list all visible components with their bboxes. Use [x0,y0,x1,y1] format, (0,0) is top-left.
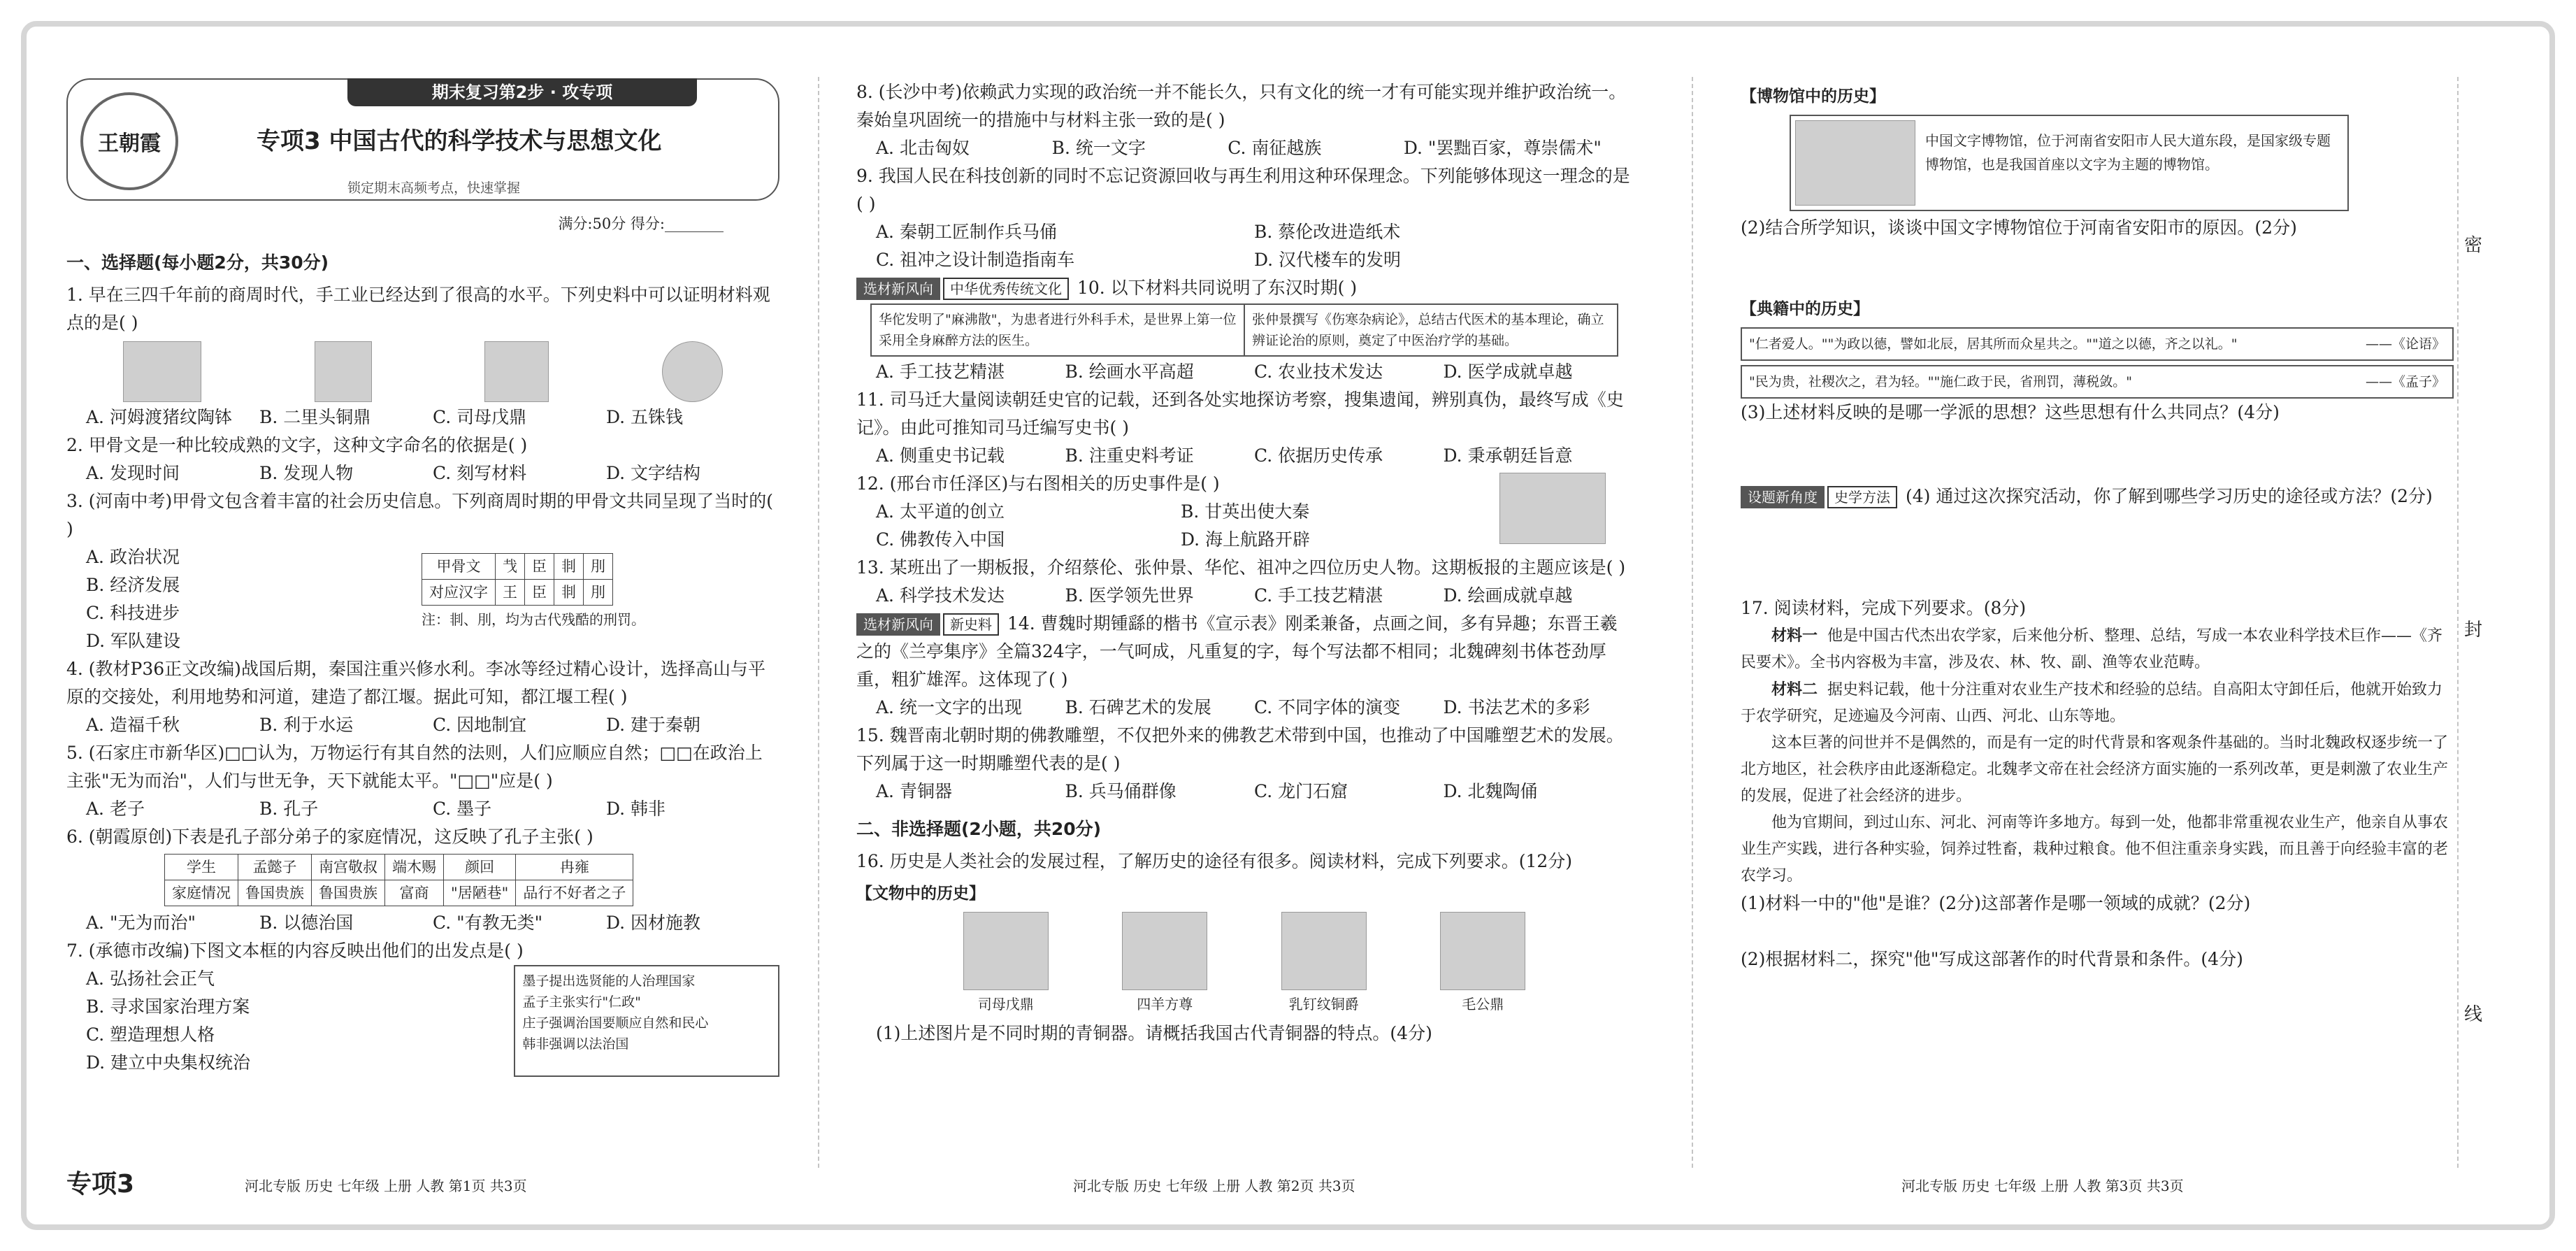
table-cell: 家庭情况 [165,880,238,906]
question-17: 17. 阅读材料，完成下列要求。(8分) [1741,598,2027,618]
q11-options [856,442,1632,470]
pottery-image [123,341,201,402]
museum-box [1790,115,2349,211]
q1-option-b[interactable]: B. 二里头铜鼎 [259,407,371,427]
page-title: 专项3 中国古代的科学技术与思想文化 [257,127,662,155]
q3-option-b[interactable]: B. 经济发展 [86,575,180,595]
q11-option-b[interactable]: B. 注重史料考证 [1065,445,1194,466]
oracle-header: 甲骨文 [422,554,496,580]
q11-option-a[interactable]: A. 侧重史书记载 [876,445,1005,466]
q14-options [856,694,1632,722]
q2-option-c[interactable]: C. 刻写材料 [433,463,527,483]
q2-option-d[interactable]: D. 文字结构 [606,463,701,483]
footer-label: 专项3 [66,1170,135,1199]
hanzi-cell: 剕 [554,580,584,606]
table-cell: 端木赐 [385,855,444,880]
question-1: 1. 早在三四千年前的商周时代，手工业已经达到了很高的水平。下列史料中可以证明材料观点的是( ) [66,285,770,333]
hanzi-cell: 臣 [525,580,554,606]
q6-option-c[interactable]: C. "有教无类" [433,913,543,933]
material-text: 他是中国古代杰出农学家，后来他分析、整理、总结，写成一本农业科学技术巨作——《齐民要术》。全书内容极为丰富，涉及农、林、牧、副、渔等农业范畴。 [1741,627,2443,671]
question-9: 9. 我国人民在科技创新的同时不忘记资源回收与再生利用这种环保理念。下列能够体现这一理念的是( ) [856,166,1630,214]
material-text: 据史料记载，他十分注重对农业生产技术和经验的总结。自高阳太守卸任后，他就开始致力于农学研究，足迹遍及今河南、山西、河北、山东等地。 [1741,681,2443,725]
question-15: 15. 魏晋南北朝时期的佛教雕塑，不仅把外来的佛教艺术带到中国，也推动了中国雕塑艺术的发展。下列属于这一时期雕塑代表的是( ) [856,725,1624,773]
question-7: 7. (承德市改编)下图文本框的内容反映出他们的出发点是( ) [66,941,524,961]
section-2-heading: 二、非选择题(2小题，共20分) [856,819,1102,839]
question-2: 2. 甲骨文是一种比较成熟的文字，这种文字命名的依据是( ) [66,435,528,455]
column-divider [1692,77,1693,1168]
caption-siyang: 四羊方尊 [1137,996,1193,1013]
score-line: 满分:50分 得分:________ [558,215,724,232]
q7-text-box [514,965,779,1077]
header-panel [66,78,779,201]
caption-jue: 乳钉纹铜爵 [1288,996,1359,1013]
bronze-item [1281,912,1367,1018]
q17-material-2 [1741,676,2454,730]
q3-option-a[interactable]: A. 政治状况 [86,547,180,567]
q2-options [66,459,779,487]
table-cell: 孟懿子 [238,855,312,880]
q3-options [66,543,422,655]
question-16: 16. 历史是人类社会的发展过程，了解历史的途径有很多。阅读材料，完成下列要求。(12分) [856,851,1573,871]
q6-options [66,909,779,937]
material-label: 材料二 [1771,680,1818,699]
q6-table [164,854,633,906]
box-line: 庄子强调治国要顺应自然和民心 [522,1015,709,1031]
column-divider [818,77,819,1168]
table-cell: "居陋巷" [444,880,516,906]
hanzi-cell: 刖 [584,580,613,606]
q16-part-3: (3)上述材料反映的是哪一学派的思想？这些思想有什么共同点？(4分) [1741,402,2280,422]
q17-material-2c: 他为官期间，到过山东、河北、河南等许多地方。每到一处，他都非常重视农业生产，他亲自从事农业生产实践，进行各种实验，饲养过牲畜，栽种过粮食。他不但注重亲身实践，而且善于向经验丰富的老农学习。 [1741,814,2449,885]
q12-options [856,498,1485,554]
bronze-item [1440,912,1525,1018]
q8-options [856,134,1632,162]
q7-option-c[interactable]: C. 塑造理想人格 [86,1024,215,1045]
q12-block [856,470,1632,554]
tag-new-source: 新史料 [943,613,999,636]
oracle-glyph: 刖 [584,554,613,580]
question-8: 8. (长沙中考)依赖武力实现的政治统一并不能长久，只有文化的统一才有可能实现并维护政治统一。秦始皇巩固统一的措施中与材料主张一致的是( ) [856,82,1627,130]
table-cell: 学生 [165,855,238,880]
q15-option-b[interactable]: B. 兵马俑群像 [1065,781,1177,801]
q13-option-a[interactable]: A. 科学技术发达 [876,585,1005,606]
footer-page-2: 河北专版 历史 七年级 上册 人教 第2页 共3页 [1073,1178,1355,1194]
q14-option-a[interactable]: A. 统一文字的出现 [876,697,1022,717]
table-cell: 鲁国贵族 [312,880,385,906]
box-line: 孟子主张实行"仁政" [522,994,641,1010]
q1-options [66,403,779,431]
q4-option-c[interactable]: C. 因地制宜 [433,715,527,735]
column-1 [66,210,779,1077]
q9-options [856,218,1632,274]
q16-heading-classics: 【典籍中的历史】 [1741,300,1869,318]
oracle-glyph: 臣 [525,554,554,580]
q3-oracle-table [422,543,645,655]
q13-option-b[interactable]: B. 医学领先世界 [1065,585,1194,606]
q16-part-2: (2)结合所学知识，谈谈中国文字博物馆位于河南省安阳市的原因。(2分) [1741,217,2297,238]
museum-image [1795,120,1915,206]
temple-image [1499,473,1606,544]
q16-heading-artifacts: 【文物中的历史】 [856,885,985,903]
q3-note: 注：剕、刖，均为古代残酷的刑罚。 [422,611,645,628]
quote-text: "民为贵，社稷次之，君为轻。""施仁政于民，省刑罚，薄税敛。" [1749,374,2132,389]
q9-option-c[interactable]: C. 祖冲之设计制造指南车 [876,250,1075,270]
q9-option-b[interactable]: B. 蔡伦改进造纸术 [1254,222,1401,242]
tag-culture: 中华优秀传统文化 [943,278,1069,300]
material-label: 材料一 [1771,627,1818,645]
question-3: 3. (河南中考)甲骨文包含着丰富的社会历史信息。下列商周时期的甲骨文共同呈现了当时的( ) [66,491,774,539]
hanzi-cell: 王 [496,580,525,606]
q10-option-b[interactable]: B. 绘画水平高超 [1065,362,1194,382]
table-cell: 南宫敬叔 [312,855,385,880]
question-12: 12. (邢台市任泽区)与右图相关的历史事件是( ) [856,473,1220,494]
q5-option-d[interactable]: D. 韩非 [606,799,666,819]
simuwu-ding-image [484,341,549,402]
q7-option-b[interactable]: B. 寻求国家治理方案 [86,996,250,1017]
q1-option-c[interactable]: C. 司母戊鼎 [433,407,527,427]
q10-box-zhangzhongjing: 张仲景撰写《伤寒杂病论》，总结古代医术的基本理论，确立辨证论治的原则，奠定了中医治疗学的基础。 [1245,303,1618,357]
bronze-item [963,912,1049,1018]
q5-option-a[interactable]: A. 老子 [86,799,145,819]
q12-option-d[interactable]: D. 海上航路开辟 [1181,529,1311,550]
box-line: 墨子提出选贤能的人治理国家 [522,973,696,989]
q14-stem: 14. 曹魏时期锺繇的楷书《宣示表》刚柔兼备，点画之间，多有异趣；东晋王羲之的《兰亭集序》全篇324字，一气呵成，凡重复的字，每个写法都不相同；北魏碑刻书体苍劲厚重，粗犷雄浑。这体现了( ) [856,613,1618,689]
q13-option-d[interactable]: D. 绘画成就卓越 [1443,585,1573,606]
q15-options [856,778,1632,806]
q9-option-a[interactable]: A. 秦朝工匠制作兵马俑 [876,222,1057,242]
q15-option-d[interactable]: D. 北魏陶俑 [1443,781,1538,801]
question-10 [856,274,1632,302]
question-6: 6. (朝霞原创)下表是孔子部分弟子的家庭情况，这反映了孔子主张( ) [66,827,593,847]
bronze-images [856,912,1632,1018]
q7-body [66,965,779,1077]
q8-option-c[interactable]: C. 南征越族 [1228,138,1322,158]
q6-option-d[interactable]: D. 因材施教 [606,913,701,933]
caption-maogong: 毛公鼎 [1462,996,1504,1013]
q13-options [856,582,1632,610]
quote-source: ——《论语》 [2365,336,2445,352]
question-13: 13. 某班出了一期板报，介绍蔡伦、张仲景、华佗、祖冲之四位历史人物。这期板报的主题应该是( ) [856,557,1626,578]
q1-option-a[interactable]: A. 河姆渡猪纹陶钵 [86,407,232,427]
seal-char: 封 [2464,620,2483,641]
box-line: 韩非强调以法治国 [522,1036,629,1052]
q16-heading-museum: 【博物馆中的历史】 [1741,87,1885,106]
q7-option-d[interactable]: D. 建立中央集权统治 [86,1052,251,1073]
bronze-ding-image [315,341,372,402]
section-1-heading: 一、选择题(每小题2分，共30分) [66,252,329,273]
seal-char: 线 [2464,1004,2483,1025]
footer-page-3: 河北专版 历史 七年级 上册 人教 第3页 共3页 [1901,1178,2184,1194]
q17-part-1: (1)材料一中的"他"是谁？(2分)这部著作是哪一领域的成就？(2分) [1741,893,2251,913]
bronze-item [1122,912,1207,1018]
q8-option-d[interactable]: D. "罢黜百家，尊崇儒术" [1403,138,1602,158]
q17-material-2b: 这本巨著的问世并不是偶然的，而是有一定的时代背景和客观条件基础的。当时北魏政权逐步统一了北方地区，社会秩序由此逐渐稳定。北魏孝文帝在社会经济方面实施的一系列改革，更是刺激了农业生产的发展，促进了社会经济的进步。 [1741,734,2449,805]
caption-simuwu: 司母戊鼎 [977,996,1034,1013]
tag-new-angle: 设题新角度 [1741,486,1825,508]
q12-option-b[interactable]: B. 甘英出使大秦 [1181,501,1310,522]
quote-source: ——《孟子》 [2365,374,2445,389]
question-4: 4. (教材P36正文改编)战国后期，秦国注重兴修水利。李冰等经过精心设计，选择高山与平原的交接处，利用地势和河道，建造了都江堰。据此可知，都江堰工程( ) [66,659,765,707]
hanzi-header: 对应汉字 [422,580,496,606]
question-11: 11. 司马迁大量阅读朝廷史官的记载，还到各处实地探访考察，搜集遗闻，辨别真伪，最终写成《史记》。由此可推知司马迁编写史书( ) [856,389,1624,438]
page-subtitle: 锁定期末高频考点，快速掌握 [347,180,521,196]
q10-options [856,358,1632,386]
table-cell: 颜回 [444,855,516,880]
q10-option-c[interactable]: C. 农业技术发达 [1254,362,1383,382]
q16-part-4-text: (4) 通过这次探究活动，你了解到哪些学习历史的途径或方法？(2分) [1905,486,2433,506]
header-banner: 期末复习第2步 · 攻专项 [347,78,697,106]
table-cell: 冉雍 [516,855,633,880]
q3-option-d[interactable]: D. 军队建设 [86,631,181,651]
q7-options [66,965,514,1077]
oracle-glyph: 𢦏 [496,554,525,580]
q15-option-a[interactable]: A. 青铜器 [876,781,952,801]
logo-seal: 王朝霞 [80,92,178,190]
table-cell: 富商 [385,880,444,906]
q16-part-1: (1)上述图片是不同时期的青铜器。请概括我国古代青铜器的特点。(4分) [876,1023,1432,1043]
q10-option-d[interactable]: D. 医学成就卓越 [1443,362,1573,382]
coin-image [662,341,723,402]
table-cell: 鲁国贵族 [238,880,312,906]
q5-option-b[interactable]: B. 孔子 [259,799,319,819]
q17-material-1 [1741,622,2454,676]
q1-images [66,341,779,402]
q5-options [66,795,779,823]
quote-mengzi [1741,365,2454,399]
question-5: 5. (石家庄市新华区)□□认为，万物运行有其自然的法则，人们应顺应自然；□□在政治上主张"无为而治"，人们与世无争，天下就能太平。"□□"应是( ) [66,743,763,791]
q14-option-d[interactable]: D. 书法艺术的多彩 [1443,697,1590,717]
q2-option-a[interactable]: A. 发现时间 [86,463,180,483]
q10-box-huatuo: 华佗发明了"麻沸散"，为患者进行外科手术，是世界上第一位采用全身麻醉方法的医生。 [870,303,1245,357]
q4-option-d[interactable]: D. 建于秦朝 [606,715,701,735]
q4-option-a[interactable]: A. 造福千秋 [86,715,180,735]
seal-line [2457,77,2459,1168]
q4-option-b[interactable]: B. 利于水运 [259,715,354,735]
q5-option-c[interactable]: C. 墨子 [433,799,492,819]
q13-option-c[interactable]: C. 手工技艺精湛 [1254,585,1383,606]
seal-char: 密 [2464,235,2483,256]
q10-material [870,303,1618,357]
q11-option-c[interactable]: C. 依据历史传承 [1254,445,1383,466]
q11-option-d[interactable]: D. 秉承朝廷旨意 [1443,445,1573,466]
q6-option-b[interactable]: B. 以德治国 [259,913,354,933]
q9-option-d[interactable]: D. 汉代楼车的发明 [1254,250,1402,270]
column-2 [856,78,1632,1048]
oracle-glyph: 剕 [554,554,584,580]
table-cell: 品行不好者之子 [516,880,633,906]
q4-options [66,711,779,739]
q8-option-b[interactable]: B. 统一文字 [1051,138,1146,158]
q17-part-2: (2)根据材料二，探究"他"写成这部著作的时代背景和条件。(4分) [1741,949,2243,969]
q16-part-4 [1741,482,2454,510]
footer-page-1: 河北专版 历史 七年级 上册 人教 第1页 共3页 [245,1178,527,1194]
q10-stem: 10. 以下材料共同说明了东汉时期( ) [1077,278,1358,298]
q7-option-a[interactable]: A. 弘扬社会正气 [86,968,215,989]
tag-new-material: 选材新风向 [856,278,940,300]
tag-new-material: 选材新风向 [856,613,940,636]
q3-body [66,543,779,655]
q10-option-a[interactable]: A. 手工技艺精湛 [876,362,1005,382]
museum-text: 中国文字博物馆，位于河南省安阳市人民大道东段，是国家级专题博物馆，也是我国首座以文字为主题的博物馆。 [1925,132,2331,173]
q12-option-a[interactable]: A. 太平道的创立 [876,501,1005,522]
question-14 [856,610,1632,694]
q1-option-d[interactable]: D. 五铢钱 [606,407,684,427]
column-3 [1741,78,2454,973]
q12-option-c[interactable]: C. 佛教传入中国 [876,529,1005,550]
quote-lunyu [1741,327,2454,361]
q14-option-c[interactable]: C. 不同字体的演变 [1254,697,1401,717]
q2-option-b[interactable]: B. 发现人物 [259,463,354,483]
tag-method: 史学方法 [1827,486,1897,508]
q3-option-c[interactable]: C. 科技进步 [86,603,180,623]
q14-option-b[interactable]: B. 石碑艺术的发展 [1065,697,1211,717]
q15-option-c[interactable]: C. 龙门石窟 [1254,781,1348,801]
q6-option-a[interactable]: A. "无为而治" [86,913,196,933]
quote-text: "仁者爱人。""为政以德，譬如北辰，居其所而众星共之。""道之以德，齐之以礼。" [1749,336,2238,352]
q8-option-a[interactable]: A. 北击匈奴 [876,138,970,158]
